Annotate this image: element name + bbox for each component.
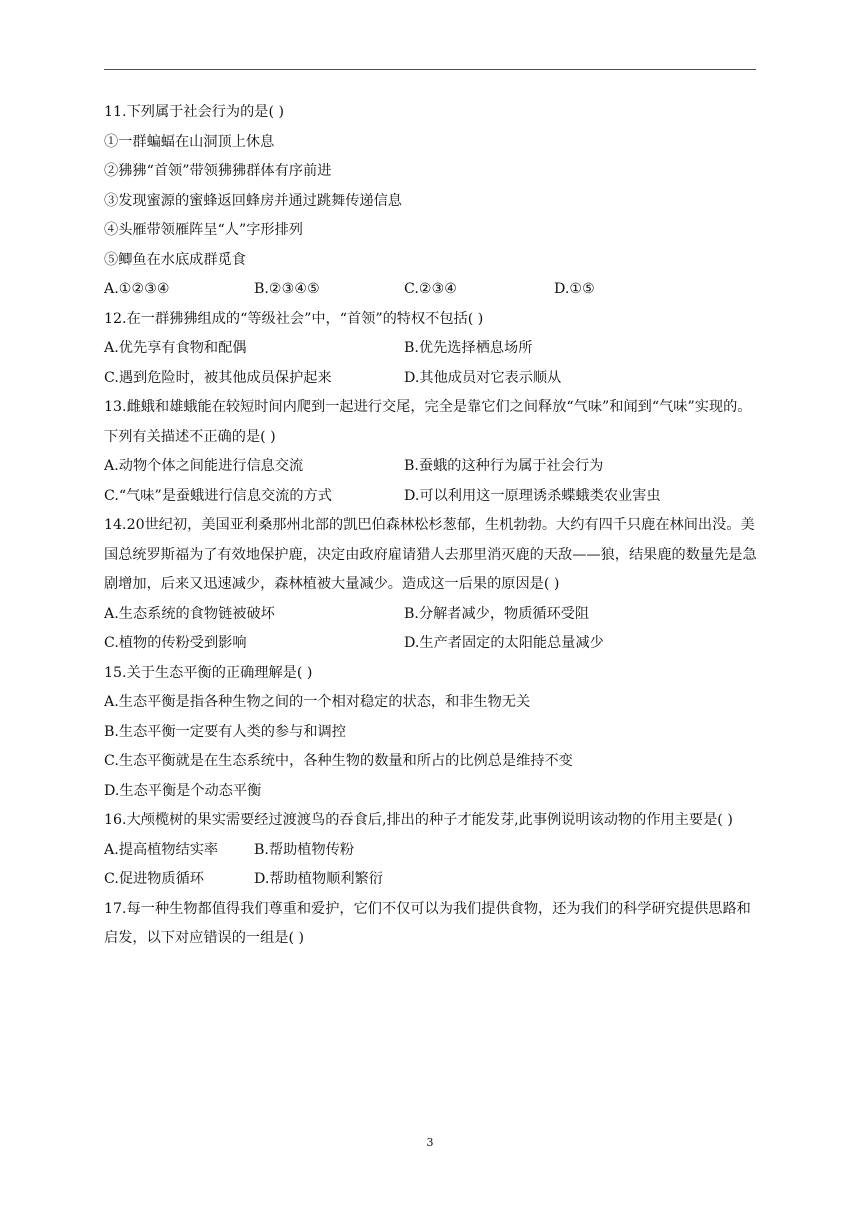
question-list [104, 102, 764, 958]
option-a: A.优先享有食物和配偶 [104, 340, 247, 356]
option-a: A.①②③④ [104, 281, 170, 297]
option-d: D.可以利用这一原理诱杀蝶蛾类农业害虫 [404, 487, 661, 504]
option-b: B.②③④⑤ [254, 281, 320, 297]
question-stem: 15.关于生态平衡的正确理解是( ) [104, 664, 313, 681]
question-13 [104, 393, 764, 515]
question-16 [104, 806, 764, 899]
question-15 [104, 663, 764, 811]
statement-item: ③发现蜜源的蜜蜂返回蜂房并通过跳舞传递信息 [104, 192, 402, 209]
option-b: B.蚕蛾的这种行为属于社会行为 [404, 458, 604, 474]
options-row [104, 604, 764, 634]
question-11 [104, 102, 764, 309]
option-d: D.帮助植物顺利繁衍 [254, 871, 383, 887]
options-row [104, 633, 764, 663]
question-17 [104, 895, 764, 954]
option-c: C.促进物质循环 [104, 871, 204, 887]
option-c: C.②③④ [404, 281, 458, 297]
option-b: B.分解者减少，物质循环受阻 [404, 605, 590, 622]
question-stem: 11.下列属于社会行为的是( ) [104, 104, 285, 120]
question-14 [104, 511, 764, 663]
options-row [104, 840, 764, 870]
question-stem: 16.大颅榄树的果实需要经过渡渡鸟的吞食后,排出的种子才能发芽,此事例说明该动物的作用主要是( ) [104, 812, 733, 828]
option-d: D.其他成员对它表示顺从 [404, 369, 562, 386]
options-row [104, 456, 764, 486]
option-c: C.生态平衡就是在生态系统中，各种生物的数量和所占的比例总是维持不变 [104, 753, 573, 769]
option-c: C.遇到危险时，被其他成员保护起来 [104, 369, 332, 386]
statement-item: ⑤鲫鱼在水底成群觅食 [104, 251, 246, 268]
options-row [104, 279, 764, 309]
option-d: D.①⑤ [554, 281, 595, 297]
header-rule [104, 69, 756, 70]
question-12 [104, 309, 764, 398]
option-c: C.“气味”是蚕蛾进行信息交流的方式 [104, 487, 332, 504]
option-c: C.植物的传粉受到影响 [104, 635, 247, 651]
question-stem: 14.20世纪初，美国亚利桑那州北部的凯巴伯森林松杉葱郁，生机勃勃。大约有四千只鹿在林间出没。美国总统罗斯福为了有效地保护鹿，决定由政府雇请猎人去那里消灭鹿的天敌——狼，结果鹿的数量先是急剧增加，后来又迅速减少，森林植被大量减少。造成这一后果的原因是( ) [104, 517, 757, 592]
statement-item: ②狒狒“首领”带领狒狒群体有序前进 [104, 163, 332, 179]
question-stem: 12.在一群狒狒组成的“等级社会”中，“首领”的特权不包括( ) [104, 310, 484, 327]
option-a: A.生态系统的食物链被破坏 [104, 605, 275, 622]
option-b: B.生态平衡一定要有人类的参与和调控 [104, 723, 346, 740]
option-a: A.提高植物结实率 [104, 841, 219, 858]
option-a: A.动物个体之间能进行信息交流 [104, 458, 304, 474]
option-d: D.生产者固定的太阳能总量减少 [404, 635, 604, 651]
option-b: B.优先选择栖息场所 [404, 340, 533, 356]
option-d: D.生态平衡是个动态平衡 [104, 782, 262, 799]
question-stem: 13.雌蛾和雄蛾能在较短时间内爬到一起进行交尾，完全是靠它们之间释放“气味”和闻到“气味”实现的。下列有关描述不正确的是( ) [104, 399, 752, 445]
question-stem: 17.每一种生物都值得我们尊重和爱护，它们不仅可以为我们提供食物，还为我们的科学研究提供思路和启发，以下对应错误的一组是( ) [104, 900, 751, 946]
statement-item: ①一群蝙蝠在山洞顶上休息 [104, 133, 275, 150]
option-b: B.帮助植物传粉 [254, 841, 355, 858]
options-row [104, 338, 764, 368]
statement-item: ④头雁带领雁阵呈“人”字形排列 [104, 222, 303, 238]
page-number: 3 [426, 1136, 434, 1149]
option-a: A.生态平衡是指各种生物之间的一个相对稳定的状态，和非生物无关 [104, 694, 531, 710]
